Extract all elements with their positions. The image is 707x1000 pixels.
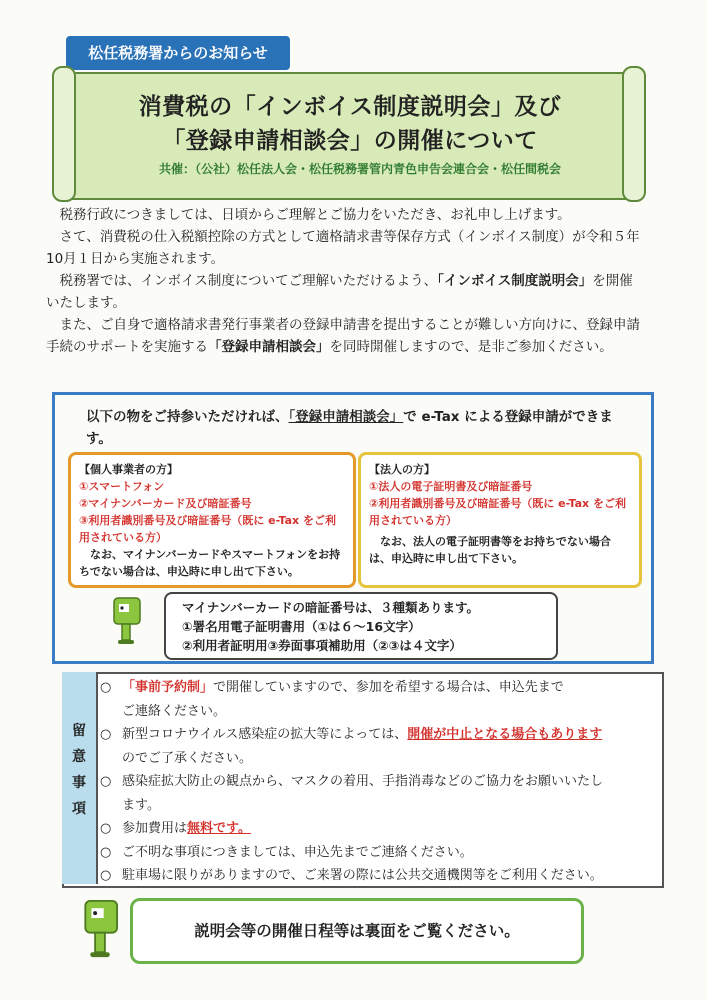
individual-heading: 【個人事業者の方】 <box>79 463 178 476</box>
corporation-heading: 【法人の方】 <box>369 463 435 476</box>
intro-p4-a: また、ご自身で適格請求書発行事業者の登録申請書を提出することが難しい方向けに、登録申請手続のサポートを実施する <box>46 317 640 355</box>
intro-paragraph-2: さて、消費税の仕入税額控除の方式として適格請求書等保存方式（インボイス制度）が令和５年10月１日から実施されます。 <box>46 229 640 267</box>
pin-note-box <box>164 592 558 660</box>
note-item-2 <box>100 723 660 747</box>
note2-highlight: 開催が中止となる場合もあります <box>407 727 603 742</box>
notes-side-char-1: 留 <box>72 723 86 739</box>
note2-text: 新型コロナウイルス感染症の拡大等によっては、 <box>122 727 408 742</box>
bullet-icon: ○ <box>100 868 112 883</box>
note-item-5 <box>100 841 660 865</box>
note5-text: ご不明な事項につきましては、申込先までご連絡ください。 <box>122 844 473 860</box>
note1-text: で開催していますので、参加を希望する場合は、申込先まで <box>213 680 564 695</box>
note6-text: 駐車場に限りがありますので、ご来署の際には公共交通機関等をご利用ください。 <box>122 868 603 883</box>
pin-note-line1: マイナンバーカードの暗証番号は、３種類あります。 <box>182 600 480 615</box>
note-item-3 <box>100 770 660 794</box>
page-title-line1: 消費税の「インボイス制度説明会」及び <box>138 94 562 120</box>
notes-side-char-3: 事 <box>72 775 86 791</box>
notes-side-label <box>66 718 92 822</box>
corporation-box <box>358 452 642 588</box>
intro-paragraph-1: 税務行政につきましては、日頃からご理解とご協力をいただき、お礼申し上げます。 <box>59 207 571 223</box>
corporation-note: なお、法人の電子証明書等をお持ちでない場合は、申込時に申し出て下さい。 <box>369 535 611 565</box>
notes-side-char-4: 項 <box>72 801 86 817</box>
bring-items-intro <box>86 406 626 450</box>
note3-text: 感染症拡大防止の観点から、マスクの着用、手指消毒などのご協力をお願いいたし <box>122 774 604 789</box>
scroll-right-decoration <box>622 66 646 202</box>
note-item-4 <box>100 817 660 841</box>
corporation-item-2: ②利用者識別番号及び暗証番号（既に e-Tax をご利用されている方） <box>369 497 626 527</box>
intro-paragraph-3 <box>46 270 646 314</box>
intro-p3-c: を開催いたします。 <box>46 273 633 311</box>
pin-note-line3: ②利用者証明用③券面事項補助用（②③は４文字） <box>182 638 462 653</box>
note-item-1 <box>100 676 660 700</box>
page-title-line2: 「登録申請相談会」の開催について <box>162 128 538 154</box>
bring-text-b: 「登録申請相談会」 <box>288 409 404 425</box>
bullet-icon: ○ <box>100 727 112 742</box>
note-item-6 <box>100 864 660 888</box>
note1-continued: ご連絡ください。 <box>122 703 227 719</box>
scroll-left-decoration <box>52 66 76 202</box>
bullet-icon: ○ <box>100 774 112 789</box>
cohost-text: 共催：（公社）松任法人会・松任税務署管内青色申告会連合会・松任間税会 <box>158 162 561 176</box>
bullet-icon: ○ <box>100 680 112 695</box>
intro-p3-a: 税務署では、インボイス制度についてご理解いただけるよう、 <box>59 273 438 289</box>
note4-highlight: 無料です。 <box>187 821 251 836</box>
note1-highlight: 「事前予約制」 <box>122 680 214 695</box>
note4-text: 参加費用は <box>122 821 188 836</box>
pin-note-line2: ①署名用電子証明書用（①は６～16文字） <box>182 619 421 634</box>
individual-note: なお、マイナンバーカードやスマートフォンをお持ちでない場合は、申込時に申し出て下さい。 <box>79 548 341 578</box>
individual-item-2: ②マイナンバーカード及び暗証番号 <box>79 497 252 510</box>
note2-continued: のでご了承ください。 <box>122 750 253 766</box>
schedule-reference-box: 説明会等の開催日程等は裏面をご覧ください。 <box>130 898 584 964</box>
intro-p4-c: を同時開催しますので、是非ご参加ください。 <box>329 339 613 355</box>
note3-continued: ます。 <box>122 797 160 813</box>
individual-item-1: ①スマートフォン <box>79 480 165 493</box>
intro-section <box>46 204 646 358</box>
mascot-icon <box>78 898 122 960</box>
intro-paragraph-4 <box>46 314 646 358</box>
intro-p3-bold: 「インボイス制度説明会」 <box>437 273 593 289</box>
notes-list <box>100 676 660 888</box>
bring-text-a: 以下の物をご持参いただければ、 <box>86 409 289 425</box>
bring-text-c: で e-Tax による登録申請ができます。 <box>86 409 613 447</box>
individual-box <box>68 452 356 588</box>
individual-item-3: ③利用者識別番号及び暗証番号（既に e-Tax をご利用されている方） <box>79 514 336 544</box>
notes-side-char-2: 意 <box>72 749 86 765</box>
mascot-icon <box>108 596 144 646</box>
notice-tag: 松任税務署からのお知らせ <box>66 36 290 70</box>
bullet-icon: ○ <box>100 844 112 860</box>
bullet-icon: ○ <box>100 821 112 836</box>
corporation-item-1: ①法人の電子証明書及び暗証番号 <box>369 480 533 493</box>
intro-p4-bold: 「登録申請相談会」 <box>208 339 330 355</box>
